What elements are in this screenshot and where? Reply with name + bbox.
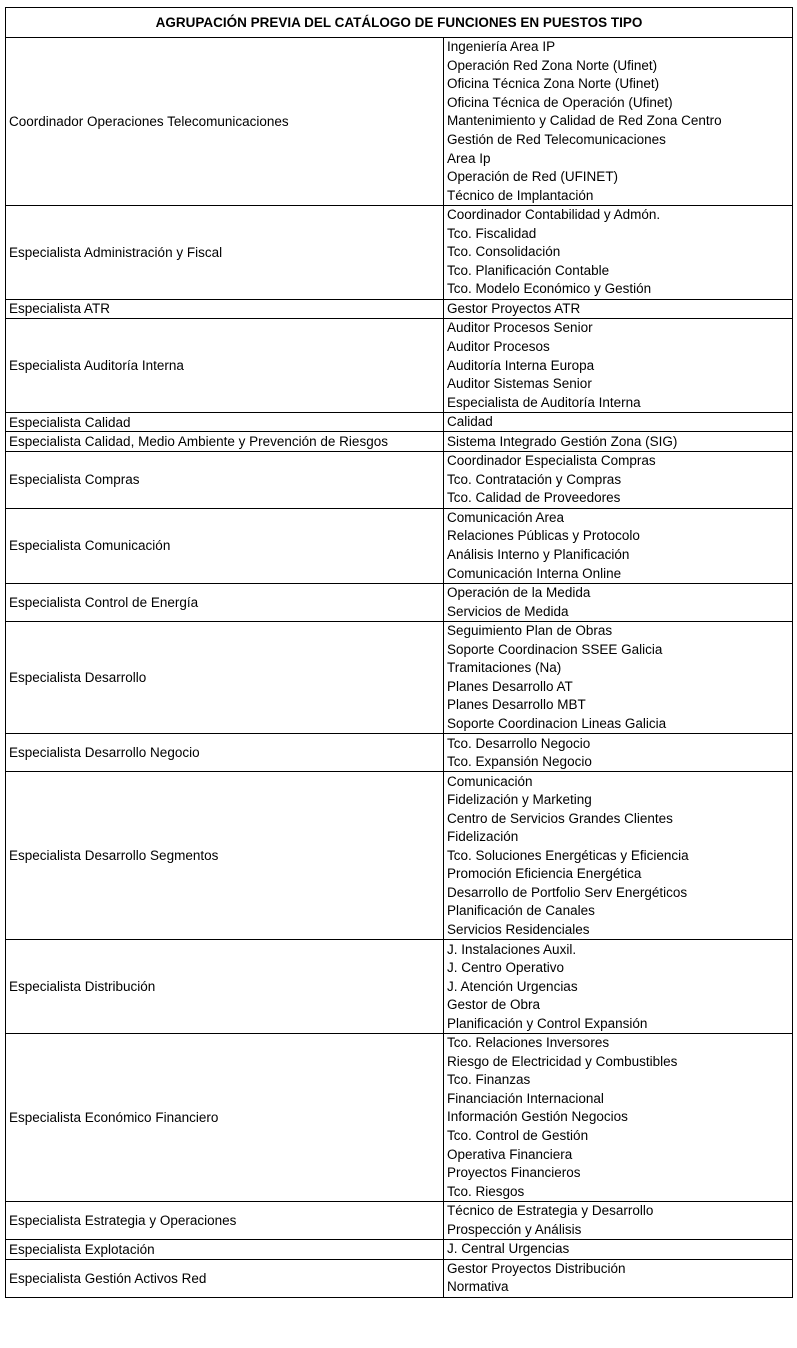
function-cell: Tco. Calidad de Proveedores — [444, 489, 793, 508]
function-cell: Tramitaciones (Na) — [444, 659, 793, 678]
function-cell: Riesgo de Electricidad y Combustibles — [444, 1053, 793, 1072]
table-row — [6, 1240, 793, 1260]
function-cell: Fidelización — [444, 828, 793, 847]
function-cell: Análisis Interno y Planificación — [444, 546, 793, 565]
table-row — [6, 621, 793, 640]
table-row — [6, 772, 793, 791]
function-cell: Comunicación Interna Online — [444, 564, 793, 583]
function-cell: Relaciones Públicas y Protocolo — [444, 527, 793, 546]
table-row — [6, 299, 793, 319]
role-cell: Especialista Auditoría Interna — [6, 319, 444, 413]
function-cell: Financiación Internacional — [444, 1090, 793, 1109]
function-cell: Sistema Integrado Gestión Zona (SIG) — [444, 432, 793, 452]
function-cell: Seguimiento Plan de Obras — [444, 621, 793, 640]
function-cell: Auditoría Interna Europa — [444, 356, 793, 375]
function-cell: Técnico de Estrategia y Desarrollo — [444, 1201, 793, 1220]
function-cell: Planificación y Control Expansión — [444, 1014, 793, 1033]
function-cell: Tco. Modelo Económico y Gestión — [444, 280, 793, 299]
table-header-row — [6, 8, 793, 38]
function-cell: Operación de Red (UFINET) — [444, 168, 793, 187]
function-cell: Area Ip — [444, 149, 793, 168]
role-cell: Especialista Explotación — [6, 1240, 444, 1260]
table-title: AGRUPACIÓN PREVIA DEL CATÁLOGO DE FUNCIONES EN PUESTOS TIPO — [6, 8, 793, 38]
function-cell: Gestión de Red Telecomunicaciones — [444, 131, 793, 150]
function-cell: Prospección y Análisis — [444, 1220, 793, 1239]
function-cell: Tco. Soluciones Energéticas y Eficiencia — [444, 847, 793, 866]
function-cell: Planificación de Canales — [444, 902, 793, 921]
function-cell: Fidelización y Marketing — [444, 791, 793, 810]
function-cell: Oficina Técnica de Operación (Ufinet) — [444, 94, 793, 113]
function-cell: J. Atención Urgencias — [444, 977, 793, 996]
function-cell: Proyectos Financieros — [444, 1164, 793, 1183]
function-cell: Gestor Proyectos ATR — [444, 299, 793, 319]
function-cell: Tco. Consolidación — [444, 243, 793, 262]
function-cell: Tco. Control de Gestión — [444, 1127, 793, 1146]
function-cell: Oficina Técnica Zona Norte (Ufinet) — [444, 75, 793, 94]
role-cell: Especialista Control de Energía — [6, 583, 444, 621]
function-cell: Comunicación — [444, 772, 793, 791]
function-cell: Planes Desarrollo MBT — [444, 696, 793, 715]
function-cell: Desarrollo de Portfolio Serv Energéticos — [444, 884, 793, 903]
function-cell: J. Instalaciones Auxil. — [444, 940, 793, 959]
role-cell: Especialista ATR — [6, 299, 444, 319]
function-cell: Operativa Financiera — [444, 1145, 793, 1164]
function-cell: Comunicación Area — [444, 508, 793, 527]
function-cell: Auditor Procesos — [444, 338, 793, 357]
function-cell: Información Gestión Negocios — [444, 1108, 793, 1127]
function-cell: Auditor Sistemas Senior — [444, 375, 793, 394]
function-cell: Planes Desarrollo AT — [444, 678, 793, 697]
function-cell: Gestor Proyectos Distribución — [444, 1259, 793, 1278]
function-cell: Operación de la Medida — [444, 583, 793, 602]
table-row — [6, 319, 793, 338]
table-row — [6, 452, 793, 471]
function-cell: Tco. Fiscalidad — [444, 224, 793, 243]
function-cell: Soporte Coordinacion Lineas Galicia — [444, 715, 793, 734]
role-cell: Coordinador Operaciones Telecomunicaciones — [6, 38, 444, 206]
function-cell: Promoción Eficiencia Energética — [444, 865, 793, 884]
role-cell: Especialista Estrategia y Operaciones — [6, 1201, 444, 1239]
role-cell: Especialista Calidad — [6, 412, 444, 432]
role-cell: Especialista Desarrollo Segmentos — [6, 772, 444, 940]
role-cell: Especialista Compras — [6, 452, 444, 509]
role-cell: Especialista Administración y Fiscal — [6, 205, 444, 299]
table-row — [6, 38, 793, 57]
function-cell: Operación Red Zona Norte (Ufinet) — [444, 57, 793, 76]
table-row — [6, 1259, 793, 1278]
function-cell: Tco. Relaciones Inversores — [444, 1033, 793, 1052]
function-cell: Tco. Desarrollo Negocio — [444, 734, 793, 753]
function-cell: Tco. Finanzas — [444, 1071, 793, 1090]
function-cell: Calidad — [444, 412, 793, 432]
function-cell: Tco. Riesgos — [444, 1182, 793, 1201]
table-row — [6, 205, 793, 224]
function-cell: Servicios de Medida — [444, 602, 793, 621]
role-cell: Especialista Desarrollo — [6, 621, 444, 733]
function-cell: Ingeniería Area IP — [444, 38, 793, 57]
role-cell: Especialista Comunicación — [6, 508, 444, 583]
table-row — [6, 583, 793, 602]
function-cell: Soporte Coordinacion SSEE Galicia — [444, 641, 793, 660]
role-cell: Especialista Calidad, Medio Ambiente y Prevención de Riesgos — [6, 432, 444, 452]
function-cell: Centro de Servicios Grandes Clientes — [444, 809, 793, 828]
catalog-document — [5, 7, 792, 1298]
role-cell: Especialista Desarrollo Negocio — [6, 734, 444, 772]
function-cell: Especialista de Auditoría Interna — [444, 393, 793, 412]
function-cell: Coordinador Especialista Compras — [444, 452, 793, 471]
table-body — [6, 38, 793, 1298]
table-row — [6, 508, 793, 527]
function-cell: Técnico de Implantación — [444, 186, 793, 205]
function-cell: Servicios Residenciales — [444, 921, 793, 940]
table-row — [6, 412, 793, 432]
function-cell: Coordinador Contabilidad y Admón. — [444, 205, 793, 224]
function-cell: Tco. Expansión Negocio — [444, 753, 793, 772]
role-cell: Especialista Económico Financiero — [6, 1033, 444, 1201]
role-cell: Especialista Distribución — [6, 940, 444, 1034]
table-row — [6, 1033, 793, 1052]
table-row — [6, 432, 793, 452]
function-cell: J. Central Urgencias — [444, 1240, 793, 1260]
catalog-table — [5, 7, 793, 1298]
function-cell: J. Centro Operativo — [444, 959, 793, 978]
role-cell: Especialista Gestión Activos Red — [6, 1259, 444, 1297]
function-cell: Tco. Planificación Contable — [444, 262, 793, 281]
table-row — [6, 940, 793, 959]
function-cell: Gestor de Obra — [444, 996, 793, 1015]
function-cell: Mantenimiento y Calidad de Red Zona Centro — [444, 112, 793, 131]
table-row — [6, 1201, 793, 1220]
function-cell: Tco. Contratación y Compras — [444, 471, 793, 490]
table-row — [6, 734, 793, 753]
function-cell: Auditor Procesos Senior — [444, 319, 793, 338]
function-cell: Normativa — [444, 1278, 793, 1297]
